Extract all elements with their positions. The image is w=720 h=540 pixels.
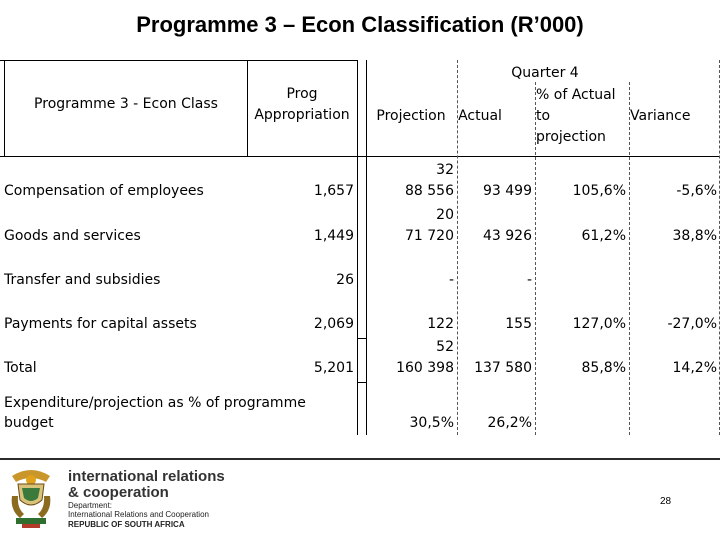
header-pct-line3: projection xyxy=(536,129,606,145)
row-label: Payments for capital assets xyxy=(4,316,197,332)
row-pct: 127,0% xyxy=(572,316,626,332)
header-row-label: Programme 3 - Econ Class xyxy=(34,96,218,112)
row-projection: - xyxy=(448,272,454,288)
header-pct-line1: % of Actual xyxy=(536,87,616,103)
total-row-top-border xyxy=(357,338,367,339)
row-actual: 155 xyxy=(505,316,532,332)
ratio-row-top-border xyxy=(357,382,367,383)
row-label: Transfer and subsidies xyxy=(4,272,161,288)
header-quarter-group: Quarter 4 xyxy=(511,65,579,81)
total-variance: 14,2% xyxy=(672,360,717,376)
header-prog-line1: Prog xyxy=(286,86,318,102)
page-number: 28 xyxy=(660,496,672,507)
total-appropriation: 5,201 xyxy=(313,360,354,376)
total-projection: 160 398 xyxy=(396,360,454,376)
slide-title: Programme 3 – Econ Classification (R’000) xyxy=(136,12,584,37)
row-label: Compensation of employees xyxy=(4,183,204,199)
total-label: Total xyxy=(4,360,37,376)
total-actual: 137 580 xyxy=(474,360,532,376)
dept-line1: Department: xyxy=(68,501,113,510)
row-actual: 43 926 xyxy=(483,228,532,244)
row-actual: 93 499 xyxy=(483,183,532,199)
row-actual: - xyxy=(526,272,532,288)
ratio-label: budget xyxy=(4,415,54,431)
total-pct: 85,8% xyxy=(581,360,626,376)
table-top-border xyxy=(0,60,358,61)
row-projection: 20 xyxy=(436,207,454,223)
ratio-label: Expenditure/projection as % of programme xyxy=(4,395,306,411)
dept-line2: International Relations and Cooperation xyxy=(68,510,209,519)
row-projection: 32 xyxy=(436,162,454,178)
row-appropriation: 2,069 xyxy=(313,316,354,332)
header-actual: Actual xyxy=(458,108,502,124)
row-pct: 105,6% xyxy=(572,183,626,199)
ratio-actual: 26,2% xyxy=(487,415,532,431)
coat-of-arms-icon xyxy=(8,466,54,530)
header-projection: Projection xyxy=(376,108,446,124)
row-variance: 38,8% xyxy=(672,228,717,244)
header-prog-line2: Appropriation xyxy=(254,107,350,123)
header-bottom-border xyxy=(0,156,720,157)
row-label: Goods and services xyxy=(4,228,141,244)
ratio-projection: 30,5% xyxy=(409,415,454,431)
row-appropriation: 1,657 xyxy=(313,183,354,199)
table-left-border xyxy=(4,60,5,156)
dept-line3: REPUBLIC OF SOUTH AFRICA xyxy=(68,520,185,529)
header-pct-line2: to xyxy=(536,108,551,124)
header-variance: Variance xyxy=(630,108,691,124)
row-variance: -27,0% xyxy=(667,316,717,332)
row-projection: 122 xyxy=(427,316,454,332)
row-variance: -5,6% xyxy=(676,183,717,199)
org-name-line1: international relations xyxy=(68,468,225,485)
row-projection: 88 556 xyxy=(405,183,454,199)
row-appropriation: 1,449 xyxy=(313,228,354,244)
footer-rule xyxy=(0,458,720,460)
row-appropriation: 26 xyxy=(336,272,354,288)
row-pct: 61,2% xyxy=(581,228,626,244)
variance-column-divider xyxy=(629,82,630,435)
row-projection: 71 720 xyxy=(405,228,454,244)
total-projection: 52 xyxy=(436,339,454,355)
org-name-line2: & cooperation xyxy=(68,484,169,501)
